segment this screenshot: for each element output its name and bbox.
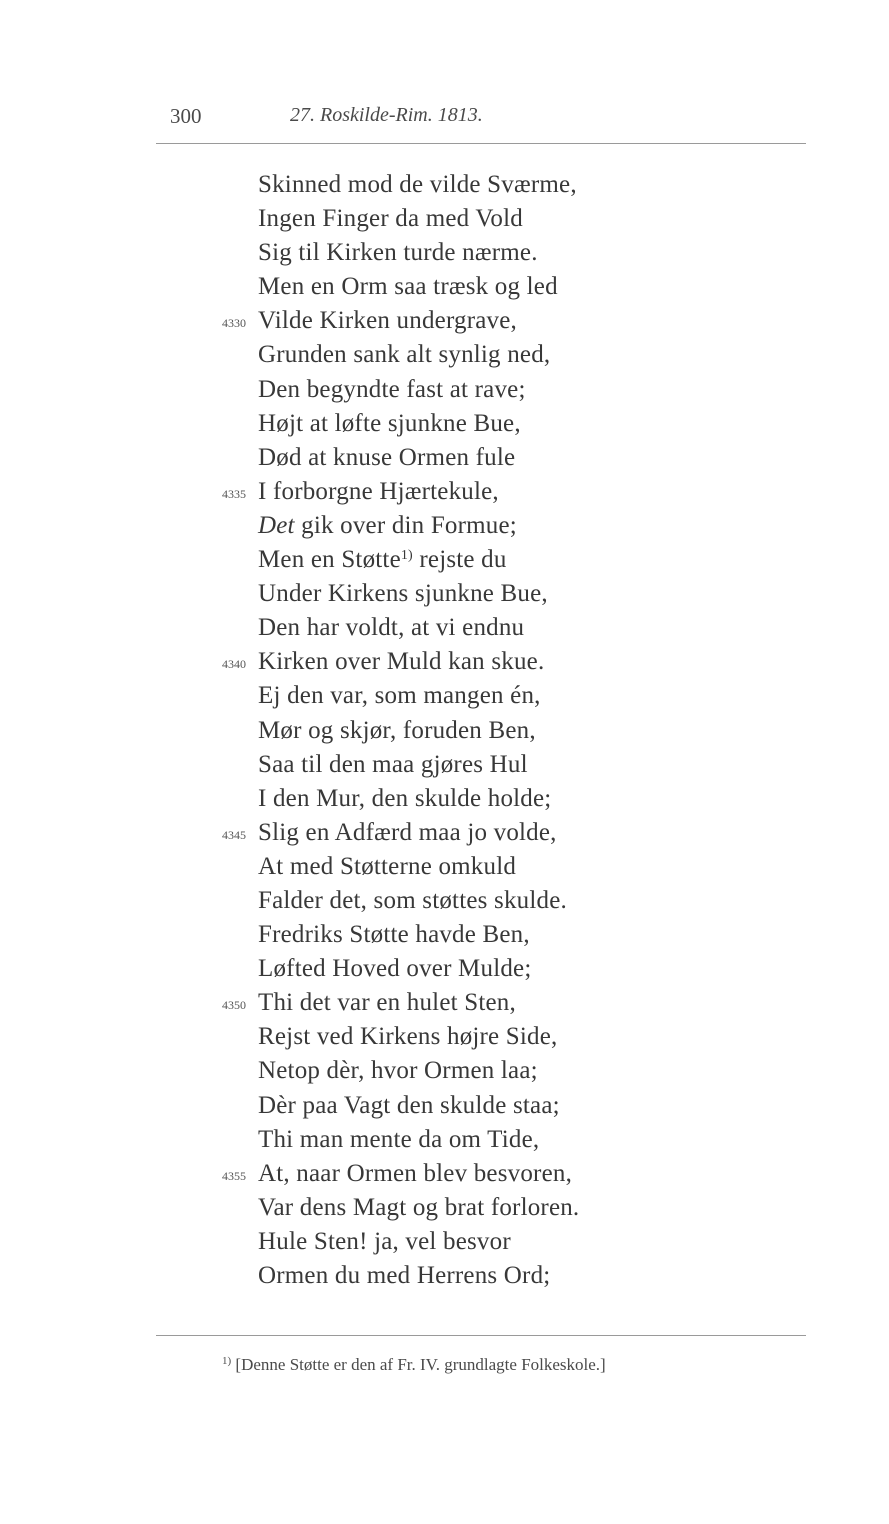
poem-line (0, 270, 889, 304)
verse-segment: Men en Orm saa træsk og led (258, 273, 558, 301)
poem-line (0, 407, 889, 441)
poem-line (0, 748, 889, 782)
verse-text (258, 577, 548, 611)
poem-line (0, 441, 889, 475)
verse-text (258, 1123, 539, 1157)
line-number: 4345 (222, 827, 246, 842)
verse-text (258, 952, 531, 986)
poem-line (0, 543, 889, 577)
poem-line (0, 1089, 889, 1123)
poem-line (0, 645, 889, 679)
verse-segment: Fredriks Støtte havde Ben, (258, 921, 530, 949)
poem-line (0, 202, 889, 236)
verse-segment: Var dens Magt og brat forloren. (258, 1193, 580, 1221)
verse-segment: I forborgne Hjærtekule, (258, 477, 499, 505)
verse-segment: rejste du (412, 546, 507, 574)
verse-text (258, 202, 523, 236)
verse-text (258, 645, 544, 679)
verse-text (258, 407, 521, 441)
poem-line (0, 850, 889, 884)
poem-line (0, 679, 889, 713)
poem-line (0, 373, 889, 407)
verse-text (258, 1054, 538, 1088)
verse-text (258, 304, 517, 338)
verse-text (258, 543, 507, 577)
verse-segment: Under Kirkens sjunkne Bue, (258, 580, 548, 608)
poem-line (0, 236, 889, 270)
verse-text (258, 236, 538, 270)
poem-line (0, 475, 889, 509)
poem-line (0, 782, 889, 816)
verse-segment: Dèr paa Vagt den skulde staa; (258, 1091, 560, 1119)
page-number: 300 (170, 104, 202, 128)
verse-segment: Kirken over Muld kan skue. (258, 648, 545, 676)
verse-segment: Slig en Adfærd maa jo volde, (258, 818, 557, 846)
verse-text (258, 475, 499, 509)
poem-line (0, 1259, 889, 1293)
verse-segment: At, naar Ormen blev besvoren, (258, 1159, 573, 1187)
verse-text (258, 748, 528, 782)
verse-text (258, 611, 524, 645)
verse-text (258, 1259, 550, 1293)
verse-segment: Skinned mod de vilde Sværme, (258, 171, 577, 198)
poem-line (0, 338, 889, 372)
verse-text (258, 816, 557, 850)
verse-text (258, 168, 577, 202)
poem-line (0, 1020, 889, 1054)
poem-line (0, 1191, 889, 1225)
line-number: 4330 (222, 316, 246, 331)
verse-segment: Den har voldt, at vi endnu (258, 614, 525, 642)
footnote-text: [Denne Støtte er den af Fr. IV. grundlagte Folkeskole.] (231, 1355, 606, 1374)
poem-line (0, 577, 889, 611)
verse-text (258, 782, 551, 816)
poem-line (0, 1054, 889, 1088)
verse-text (258, 270, 558, 304)
header-rule (156, 143, 806, 144)
verse-segment: I den Mur, den skulde holde; (258, 784, 552, 812)
poem-body (0, 168, 889, 1293)
verse-segment: At med Støtterne omkuld (258, 852, 517, 880)
verse-text (258, 679, 541, 713)
verse-segment: Saa til den maa gjøres Hul (258, 750, 528, 778)
running-title: 27. Roskilde-Rim. 1813. (290, 104, 483, 126)
footnote (222, 1355, 606, 1375)
poem-line (0, 611, 889, 645)
poem-line (0, 714, 889, 748)
footnote-reference: 1) (400, 548, 413, 564)
footnote-marker: 1) (222, 1355, 232, 1367)
verse-segment: Hule Sten! ja, vel besvor (258, 1227, 511, 1255)
verse-text (258, 509, 517, 543)
verse-segment: Grunden sank alt synlig ned, (258, 341, 551, 369)
verse-text (258, 918, 530, 952)
verse-segment: Vilde Kirken undergrave, (258, 307, 517, 335)
verse-text (258, 986, 516, 1020)
line-number: 4340 (222, 657, 246, 672)
poem-line (0, 1225, 889, 1259)
verse-text (258, 1020, 558, 1054)
line-number: 4335 (222, 486, 246, 501)
verse-segment: Netop dèr, hvor Ormen laa; (258, 1057, 538, 1085)
verse-segment: Død at knuse Ormen fule (258, 443, 516, 471)
line-number: 4355 (222, 1168, 246, 1183)
poem-line (0, 509, 889, 543)
page-header (170, 104, 670, 134)
verse-segment: Den begyndte fast at rave; (258, 375, 526, 403)
line-number: 4350 (222, 998, 246, 1013)
poem-line (0, 816, 889, 850)
poem-line (0, 952, 889, 986)
poem-line (0, 304, 889, 338)
verse-segment: Falder det, som støttes skulde. (258, 886, 567, 914)
verse-segment: Sig til Kirken turde nærme. (258, 239, 538, 267)
poem-line (0, 986, 889, 1020)
verse-segment: Løfted Hoved over Mulde; (258, 955, 532, 983)
verse-segment: Rejst ved Kirkens højre Side, (258, 1023, 558, 1051)
poem-line (0, 168, 889, 202)
poem-line (0, 1157, 889, 1191)
verse-segment: Ormen du med Herrens Ord; (258, 1262, 551, 1289)
footnote-rule (156, 1335, 806, 1336)
verse-text (258, 338, 550, 372)
poem-line (0, 884, 889, 918)
verse-text (258, 1157, 572, 1191)
verse-segment: Thi det var en hulet Sten, (258, 989, 516, 1017)
verse-segment: Højt at løfte sjunkne Bue, (258, 409, 521, 437)
verse-segment: Ej den var, som mangen én, (258, 682, 541, 710)
poem-line (0, 1123, 889, 1157)
verse-text (258, 884, 567, 918)
verse-emphasis: Det (258, 511, 295, 539)
verse-text (258, 714, 536, 748)
verse-text (258, 1225, 511, 1259)
verse-text (258, 441, 515, 475)
poem-line (0, 918, 889, 952)
verse-segment: Mør og skjør, foruden Ben, (258, 716, 536, 744)
verse-segment: gik over din Formue; (294, 511, 517, 539)
verse-segment: Ingen Finger da med Vold (258, 205, 523, 233)
verse-text (258, 1191, 579, 1225)
verse-text (258, 373, 526, 407)
verse-segment: Men en Støtte (258, 546, 401, 574)
verse-text (258, 1089, 560, 1123)
verse-segment: Thi man mente da om Tide, (258, 1125, 540, 1153)
verse-text (258, 850, 516, 884)
